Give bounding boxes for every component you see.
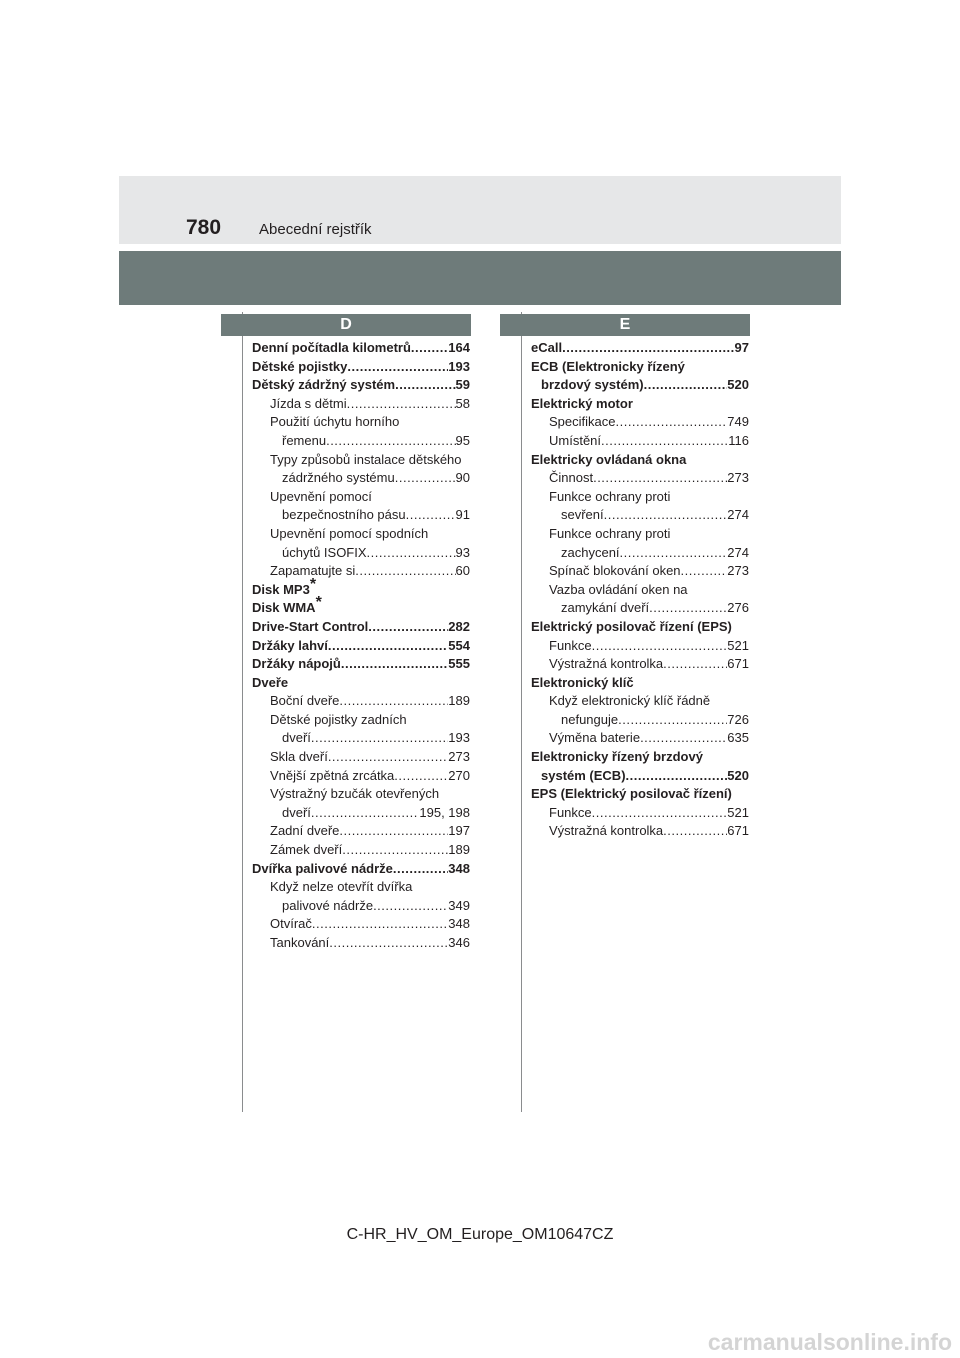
entry-term: palivové nádrže bbox=[282, 897, 374, 913]
entry-page: 195, 198 bbox=[419, 804, 470, 820]
dot-leader bbox=[592, 637, 728, 656]
index-entry bbox=[531, 413, 749, 432]
dot-leader bbox=[328, 637, 448, 656]
entry-term: Drive-Start Control bbox=[252, 618, 369, 634]
entry-term: zachycení bbox=[561, 544, 620, 560]
index-entry bbox=[531, 711, 749, 730]
index-entry bbox=[252, 469, 470, 488]
entry-term: dveří bbox=[282, 730, 311, 746]
index-entry bbox=[252, 860, 470, 879]
index-entry bbox=[531, 376, 749, 395]
entry-term: Výměna baterie bbox=[549, 730, 641, 746]
entry-term: Dvířka palivové nádrže bbox=[252, 860, 393, 876]
entry-term: Boční dveře bbox=[270, 693, 340, 709]
watermark: carmanualsonline.info bbox=[707, 1329, 952, 1355]
index-entry bbox=[531, 562, 749, 581]
entry-page: 60 bbox=[455, 563, 470, 579]
entry-term: Výstražná kontrolka bbox=[549, 656, 664, 672]
dot-leader bbox=[342, 841, 448, 860]
column-rule-e bbox=[521, 312, 522, 1112]
index-entry bbox=[531, 451, 749, 470]
index-entry bbox=[252, 655, 470, 674]
index-entry bbox=[531, 544, 749, 563]
entry-term: eCall bbox=[531, 340, 563, 355]
index-entry bbox=[252, 729, 470, 748]
entry-term: Výstražná kontrolka bbox=[549, 823, 664, 839]
entry-page: 521 bbox=[727, 637, 749, 653]
index-entry bbox=[252, 562, 470, 581]
entry-page: 273 bbox=[727, 563, 749, 579]
index-entry bbox=[252, 618, 470, 637]
entry-page: 348 bbox=[448, 916, 470, 932]
index-entry bbox=[531, 432, 749, 451]
entry-page: 95 bbox=[455, 432, 470, 448]
entry-term: Dětský zádržný systém bbox=[252, 377, 396, 393]
entry-term: Disk WMA bbox=[252, 600, 316, 616]
column-rule-d bbox=[242, 312, 243, 1112]
entry-term: řemenu bbox=[282, 432, 327, 448]
index-entry bbox=[252, 413, 470, 432]
entry-term: Použití úchytu horního bbox=[270, 414, 400, 430]
entry-page: 97 bbox=[734, 340, 749, 355]
index-entry bbox=[531, 748, 749, 767]
index-entry bbox=[531, 469, 749, 488]
entry-term: nefunguje bbox=[561, 711, 619, 727]
entry-term: Funkce ochrany proti bbox=[549, 525, 671, 541]
dot-leader bbox=[328, 748, 448, 767]
letter-header-e: E bbox=[500, 314, 750, 336]
entry-term: Elektronický klíč bbox=[531, 674, 634, 690]
entry-term: úchytů ISOFIX bbox=[282, 544, 367, 560]
entry-page: 197 bbox=[448, 823, 470, 839]
dot-leader bbox=[411, 339, 448, 358]
dot-leader bbox=[339, 692, 448, 711]
dot-leader bbox=[395, 376, 455, 395]
index-entry bbox=[252, 432, 470, 451]
index-entry bbox=[531, 358, 749, 377]
entry-term: Jízda s dětmi bbox=[270, 395, 347, 411]
dot-leader bbox=[355, 562, 455, 581]
footnote-asterisk: * bbox=[309, 575, 317, 593]
dot-leader bbox=[593, 469, 727, 488]
index-entry bbox=[531, 581, 749, 600]
index-entry bbox=[531, 804, 749, 823]
entry-term: Vazba ovládání oken na bbox=[549, 581, 688, 597]
entry-page: 635 bbox=[727, 730, 749, 746]
header-band bbox=[119, 176, 841, 244]
entry-term: Dveře bbox=[252, 674, 289, 690]
index-entry bbox=[531, 618, 749, 637]
entry-term: Funkce bbox=[549, 637, 592, 653]
entry-page: 520 bbox=[727, 767, 749, 783]
document-code: C-HR_HV_OM_Europe_OM10647CZ bbox=[346, 1226, 614, 1243]
entry-term: Funkce bbox=[549, 804, 592, 820]
index-entry bbox=[531, 729, 749, 748]
entry-page: 276 bbox=[727, 600, 749, 616]
entry-term: Držáky lahví bbox=[252, 637, 328, 653]
entry-term: Upevnění pomocí bbox=[270, 488, 372, 504]
index-entry bbox=[252, 841, 470, 860]
entry-page: 193 bbox=[448, 730, 470, 746]
entry-term: Disk MP3 bbox=[252, 581, 310, 597]
dot-leader bbox=[618, 711, 727, 730]
dot-leader bbox=[395, 469, 456, 488]
entry-term: Elektronicky řízený brzdový bbox=[531, 749, 703, 765]
index-entry bbox=[531, 395, 749, 414]
entry-term: Specifikace bbox=[549, 414, 616, 430]
footnote-asterisk: * bbox=[315, 594, 322, 612]
dot-leader bbox=[406, 506, 456, 525]
letter-header-d: D bbox=[221, 314, 471, 336]
index-entry bbox=[531, 692, 749, 711]
entry-term: Otvírač bbox=[270, 916, 312, 932]
index-entry bbox=[252, 594, 470, 618]
dot-leader bbox=[604, 506, 728, 525]
index-entry bbox=[252, 692, 470, 711]
index-entry bbox=[252, 767, 470, 786]
entry-term: Zámek dveří bbox=[270, 842, 343, 858]
entry-term: Elektricky ovládaná okna bbox=[531, 451, 687, 467]
entry-page: 90 bbox=[455, 470, 470, 486]
entry-page: 274 bbox=[727, 544, 749, 560]
dot-leader bbox=[626, 767, 728, 786]
entry-term: Upevnění pomocí spodních bbox=[270, 525, 429, 541]
entry-page: 273 bbox=[448, 749, 470, 765]
entry-page: 59 bbox=[455, 377, 470, 393]
entry-page: 726 bbox=[727, 711, 749, 727]
entry-term: sevření bbox=[561, 507, 604, 523]
dot-leader bbox=[592, 804, 728, 823]
entry-page: 116 bbox=[728, 432, 749, 448]
index-entry bbox=[252, 637, 470, 656]
entry-term: Spínač blokování oken bbox=[549, 563, 681, 579]
dot-leader bbox=[312, 915, 448, 934]
dot-leader bbox=[373, 897, 448, 916]
index-column-e bbox=[531, 339, 749, 841]
entry-page: 91 bbox=[455, 507, 470, 523]
index-entry bbox=[531, 637, 749, 656]
entry-page: 164 bbox=[448, 340, 470, 355]
index-entry bbox=[252, 711, 470, 730]
dot-leader bbox=[644, 376, 728, 395]
index-entry bbox=[252, 544, 470, 563]
entry-term: brzdový systém) bbox=[541, 377, 644, 393]
entry-page: 282 bbox=[448, 618, 470, 634]
entry-term: Držáky nápojů bbox=[252, 656, 341, 672]
entry-term: Výstražný bzučák otevřených bbox=[270, 786, 440, 802]
entry-page: 346 bbox=[448, 935, 470, 950]
index-entry bbox=[531, 339, 749, 358]
index-entry bbox=[531, 785, 749, 804]
entry-term: Funkce ochrany proti bbox=[549, 488, 671, 504]
entry-page: 349 bbox=[448, 897, 470, 913]
dot-leader bbox=[620, 544, 728, 563]
entry-page: 555 bbox=[448, 656, 470, 672]
entry-page: 348 bbox=[448, 860, 470, 876]
dot-leader bbox=[649, 599, 727, 618]
index-entry bbox=[252, 748, 470, 767]
index-entry bbox=[252, 376, 470, 395]
entry-page: 189 bbox=[448, 693, 470, 709]
entry-page: 671 bbox=[727, 656, 749, 672]
entry-term: Vnější zpětná zrcátka bbox=[270, 767, 395, 783]
dot-leader bbox=[393, 860, 448, 879]
entry-term: Tankování bbox=[270, 935, 330, 950]
entry-term: Elektrický motor bbox=[531, 395, 633, 411]
index-entry bbox=[252, 822, 470, 841]
dot-leader bbox=[394, 767, 448, 786]
entry-page: 520 bbox=[727, 377, 749, 393]
index-entry bbox=[252, 878, 470, 897]
index-entry bbox=[252, 358, 470, 377]
dot-leader bbox=[341, 655, 448, 674]
dot-leader bbox=[640, 729, 727, 748]
index-entry bbox=[252, 785, 470, 804]
entry-page: 274 bbox=[727, 507, 749, 523]
dot-leader bbox=[367, 544, 456, 563]
dot-leader bbox=[681, 562, 728, 581]
entry-page: 749 bbox=[727, 414, 749, 430]
index-entry bbox=[531, 655, 749, 674]
index-entry bbox=[252, 451, 470, 470]
index-entry bbox=[252, 934, 470, 953]
dot-leader bbox=[347, 395, 456, 414]
index-entry bbox=[531, 767, 749, 786]
page-number: 780 bbox=[186, 216, 222, 239]
dot-leader bbox=[368, 618, 448, 637]
entry-term: zádržného systému bbox=[282, 470, 395, 486]
index-entry bbox=[252, 804, 470, 823]
entry-term: systém (ECB) bbox=[541, 767, 626, 783]
dot-leader bbox=[663, 822, 727, 841]
entry-page: 193 bbox=[448, 358, 470, 374]
dot-leader bbox=[663, 655, 727, 674]
index-entry bbox=[252, 674, 470, 693]
entry-term: EPS (Elektrický posilovač řízení) bbox=[531, 786, 732, 802]
index-entry bbox=[531, 674, 749, 693]
index-entry bbox=[252, 339, 470, 358]
index-entry bbox=[531, 525, 749, 544]
index-entry bbox=[531, 599, 749, 618]
index-entry bbox=[252, 575, 470, 600]
entry-page: 270 bbox=[448, 767, 470, 783]
dot-leader bbox=[347, 358, 448, 377]
dot-leader bbox=[326, 432, 455, 451]
index-entry bbox=[531, 506, 749, 525]
entry-term: Typy způsobů instalace dětského bbox=[270, 451, 462, 467]
index-entry bbox=[252, 525, 470, 544]
dot-leader bbox=[562, 339, 734, 358]
entry-page: 189 bbox=[448, 842, 470, 858]
index-entry bbox=[252, 395, 470, 414]
index-entry bbox=[531, 822, 749, 841]
entry-term: Když nelze otevřít dvířka bbox=[270, 879, 413, 895]
entry-page: 58 bbox=[455, 395, 470, 411]
entry-page: 671 bbox=[727, 823, 749, 839]
dot-leader bbox=[311, 804, 419, 823]
index-column-d bbox=[252, 339, 470, 953]
index-entry bbox=[252, 488, 470, 507]
dot-leader bbox=[329, 934, 448, 953]
entry-page: 273 bbox=[727, 470, 749, 486]
entry-page: 93 bbox=[455, 544, 470, 560]
index-entry bbox=[252, 897, 470, 916]
entry-term: Činnost bbox=[549, 470, 594, 486]
index-entry bbox=[252, 915, 470, 934]
index-entry bbox=[252, 506, 470, 525]
entry-term: ECB (Elektronicky řízený bbox=[531, 358, 685, 374]
entry-term: Dětské pojistky bbox=[252, 358, 348, 374]
entry-term: Elektrický posilovač řízení (EPS) bbox=[531, 618, 732, 634]
header-dark-band bbox=[119, 251, 841, 305]
entry-term: zamykání dveří bbox=[561, 600, 650, 616]
index-entry bbox=[531, 488, 749, 507]
entry-term: Zapamatujte si bbox=[270, 563, 356, 579]
entry-term: Když elektronický klíč řádně bbox=[549, 693, 711, 709]
dot-leader bbox=[311, 729, 448, 748]
dot-leader bbox=[339, 822, 448, 841]
entry-term: Skla dveří bbox=[270, 749, 328, 765]
dot-leader bbox=[615, 413, 727, 432]
entry-term: Umístění bbox=[549, 432, 602, 448]
entry-term: Denní počítadla kilometrů bbox=[252, 340, 411, 355]
entry-term: bezpečnostního pásu bbox=[282, 507, 406, 523]
entry-page: 554 bbox=[448, 637, 470, 653]
entry-term: Zadní dveře bbox=[270, 823, 340, 839]
entry-term: Dětské pojistky zadních bbox=[270, 711, 407, 727]
dot-leader bbox=[601, 432, 728, 451]
section-title: Abecední rejstřík bbox=[259, 221, 372, 238]
entry-term: dveří bbox=[282, 804, 311, 820]
entry-page: 521 bbox=[727, 804, 749, 820]
